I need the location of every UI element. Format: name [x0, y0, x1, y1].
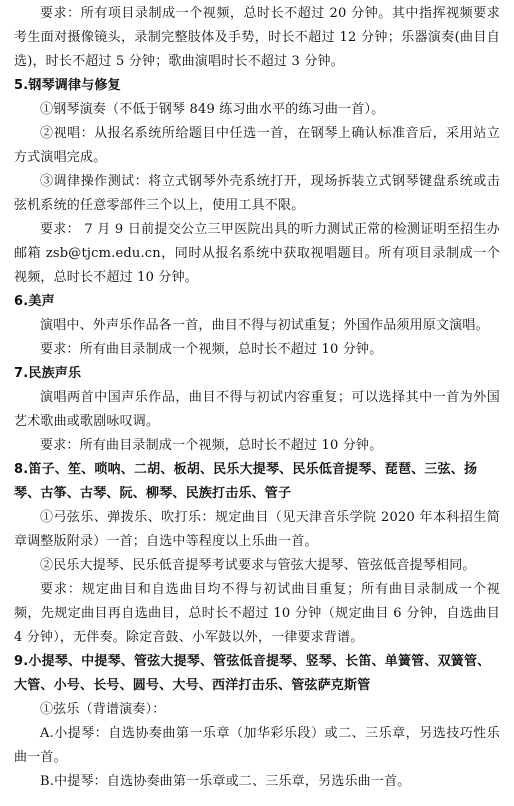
requirement-paragraph: 要求：所有项目录制成一个视频，总时长不超过 20 分钟。其中指挥视频要求考生面对摄像镜头，录制完整肢体及手势，时长不超过 12 分钟；乐器演奏(曲目自选)，时长不超过 5 分钟；歌曲演唱时长不超过 3 分钟。: [14, 6, 500, 69]
item-paragraph: 演唱两首中国声乐作品，曲目不得与初试内容重复；可以选择其中一首为外国艺术歌曲或歌剧咏叹调。: [14, 390, 500, 429]
item-tuning-test: ③调律操作测试：将立式钢琴外壳系统打开，现场拆装立式钢琴键盘系统或击弦机系统的任意零部件三个以上，使用工具不限。: [14, 174, 500, 213]
item-sight-singing: ②视唱：从报名系统所给题目中任选一首，在钢琴上确认标准音后，采用站立方式演唱完成。: [14, 126, 500, 165]
item-paragraph: ②民乐大提琴、民乐低音提琴考试要求与管弦大提琴、管弦低音提琴相同。: [40, 558, 476, 573]
requirement-paragraph: 要求： 7 月 9 日前提交公立三甲医院出具的听力测试正常的检测证明至招生办邮箱 zsb@tjcm.edu.cn，同时从报名系统中获取视唱题目。所有项目录制成一个视频，总时长不超过 10 分钟。: [14, 222, 500, 285]
section-heading-chinese-instruments: 8.笛子、笙、唢呐、二胡、板胡、民乐大提琴、民乐低音提琴、琵琶、三弦、扬琴、古筝、古琴、阮、柳琴、民族打击乐、管子: [14, 462, 478, 501]
section-heading-bel-canto: 6.美声: [14, 294, 55, 309]
section-heading-folk-vocal: 7.民族声乐: [14, 366, 82, 381]
document-page: [14, 2, 500, 794]
section-heading-orchestral-instruments: 9.小提琴、中提琴、管弦大提琴、管弦低音提琴、竖琴、长笛、单簧管、双簧管、大管、小号、长号、圆号、大号、西洋打击乐、管弦萨克斯管: [14, 654, 491, 693]
item-paragraph: B.中提琴：自选协奏曲第一乐章或二、三乐章，另选乐曲一首。: [40, 774, 411, 789]
item-paragraph: 演唱中、外声乐作品各一首，曲目不得与初试重复；外国作品须用原文演唱。: [40, 318, 489, 333]
item-paragraph: ①弓弦乐、弹拨乐、吹打乐：规定曲目（见天津音乐学院 2020 年本科招生简章调整版附录）一首；自选中等程度以上乐曲一首。: [14, 510, 500, 549]
requirement-paragraph: 要求：所有曲目录制成一个视频，总时长不超过 10 分钟。: [40, 438, 383, 453]
item-piano-performance: ①钢琴演奏（不低于钢琴 849 练习曲水平的练习曲一首）。: [40, 102, 385, 117]
section-heading-piano-tuning: 5.钢琴调律与修复: [14, 78, 121, 93]
requirement-paragraph: 要求：规定曲目和自选曲目均不得与初试曲目重复；所有曲目录制成一个视频，先规定曲目再自选曲目，总时长不超过 10 分钟（规定曲目 6 分钟，自选曲目 4 分钟），无伴奏。除定音鼓、小军鼓以外，一律要求背谱。: [14, 582, 500, 645]
requirement-paragraph: 要求：所有曲目录制成一个视频，总时长不超过 10 分钟。: [40, 342, 383, 357]
item-paragraph: A.小提琴：自选协奏曲第一乐章（加华彩乐段）或二、三乐章，另选技巧性乐曲一首。: [14, 726, 500, 765]
item-paragraph: ①弦乐（背谱演奏）：: [40, 702, 166, 717]
